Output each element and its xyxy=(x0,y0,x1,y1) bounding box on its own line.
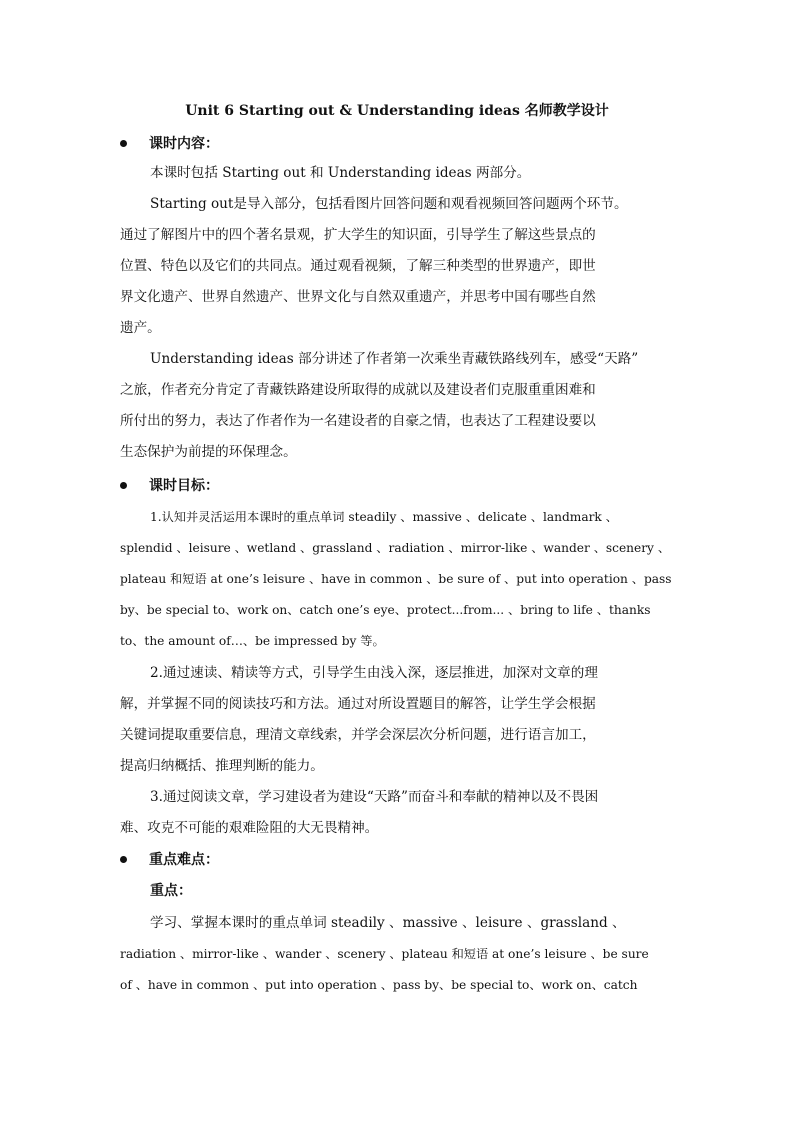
text-line: plateau 和短语 at one’s leisure 、have in common 、be sure of 、put into operation 、pass xyxy=(120,572,672,586)
text-line: 2.通过速读、精读等方式，引导学生由浅入深，逐层推进，加深对文章的理 xyxy=(150,665,598,681)
text-line: by、be special to、work on、catch one’s eye、protect...from... 、bring to life 、thanks xyxy=(120,603,651,617)
text-line: 关键词提取重要信息，理清文章线索，并学会深层次分析问题，进行语言加工， xyxy=(120,727,596,743)
bullet-icon xyxy=(120,482,127,489)
key-points-paragraph xyxy=(120,908,678,1001)
goals-vocab-paragraph xyxy=(120,502,678,657)
text-line: 遗产。 xyxy=(120,320,161,336)
text-line: 生态保护为前提的环保理念。 xyxy=(120,444,297,460)
section-heading-key-points xyxy=(120,850,219,870)
text-line: 位置、特色以及它们的共同点。通过观看视频，了解三种类型的世界遗产，即世 xyxy=(120,258,596,274)
text-line: 学习、掌握本课时的重点单词 steadily 、massive 、leisure 、grassland 、 xyxy=(150,915,626,931)
content-paragraphs xyxy=(120,158,678,468)
text-line: to、the amount of…、be impressed by 等。 xyxy=(120,634,385,648)
text-line: radiation 、mirror-like 、wander 、scenery 、plateau 和短语 at one’s leisure 、be sure xyxy=(120,947,649,961)
section-heading-text: 课时内容： xyxy=(149,136,219,152)
bullet-icon xyxy=(120,140,127,147)
text-line: 解，并掌握不同的阅读技巧和方法。通过对所设置题目的解答，让学生学会根据 xyxy=(120,696,596,712)
section-heading-goals xyxy=(120,476,219,496)
text-line: 之旅，作者充分肯定了青藏铁路建设所取得的成就以及建设者们克服重重困难和 xyxy=(120,382,596,398)
text-line: 3.通过阅读文章，学习建设者为建设“天路”而奋斗和奉献的精神以及不畏困 xyxy=(150,789,599,805)
text-line: Understanding ideas 部分讲述了作者第一次乘坐青藏铁路线列车，感受“天路” xyxy=(150,351,639,367)
text-line: 通过了解图片中的四个著名景观，扩大学生的知识面，引导学生了解这些景点的 xyxy=(120,227,596,243)
text-line: 难、攻克不可能的艰难险阻的大无畏精神。 xyxy=(120,820,379,836)
text-line: 1.认知并灵活运用本课时的重点单词 steadily 、massive 、delicate 、landmark 、 xyxy=(150,510,618,524)
text-line: 提高归纳概括、推理判断的能力。 xyxy=(120,758,324,774)
text-line: 所付出的努力，表达了作者作为一名建设者的自豪之情，也表达了工程建设要以 xyxy=(120,413,596,429)
text-line: 界文化遗产、世界自然遗产、世界文化与自然双重遗产，并思考中国有哪些自然 xyxy=(120,289,596,305)
section-heading-content xyxy=(120,134,219,154)
subheading-key: 重点： xyxy=(150,883,192,899)
section-heading-text: 课时目标： xyxy=(149,478,219,494)
text-line: of 、have in common 、put into operation 、pass by、be special to、work on、catch xyxy=(120,978,638,992)
bullet-icon xyxy=(120,856,127,863)
section-heading-text: 重点难点： xyxy=(149,852,219,868)
text-line: splendid 、leisure 、wetland 、grassland 、radiation 、mirror-like 、wander 、scenery 、 xyxy=(120,541,671,555)
goals-paragraphs xyxy=(120,658,678,844)
document-title: Unit 6 Starting out & Understanding ideas 名师教学设计 xyxy=(185,103,609,119)
text-line: Starting out是导入部分，包括看图片回答问题和观看视频回答问题两个环节。 xyxy=(150,196,628,212)
text-line: 本课时包括 Starting out 和 Understanding ideas 两部分。 xyxy=(150,165,531,181)
